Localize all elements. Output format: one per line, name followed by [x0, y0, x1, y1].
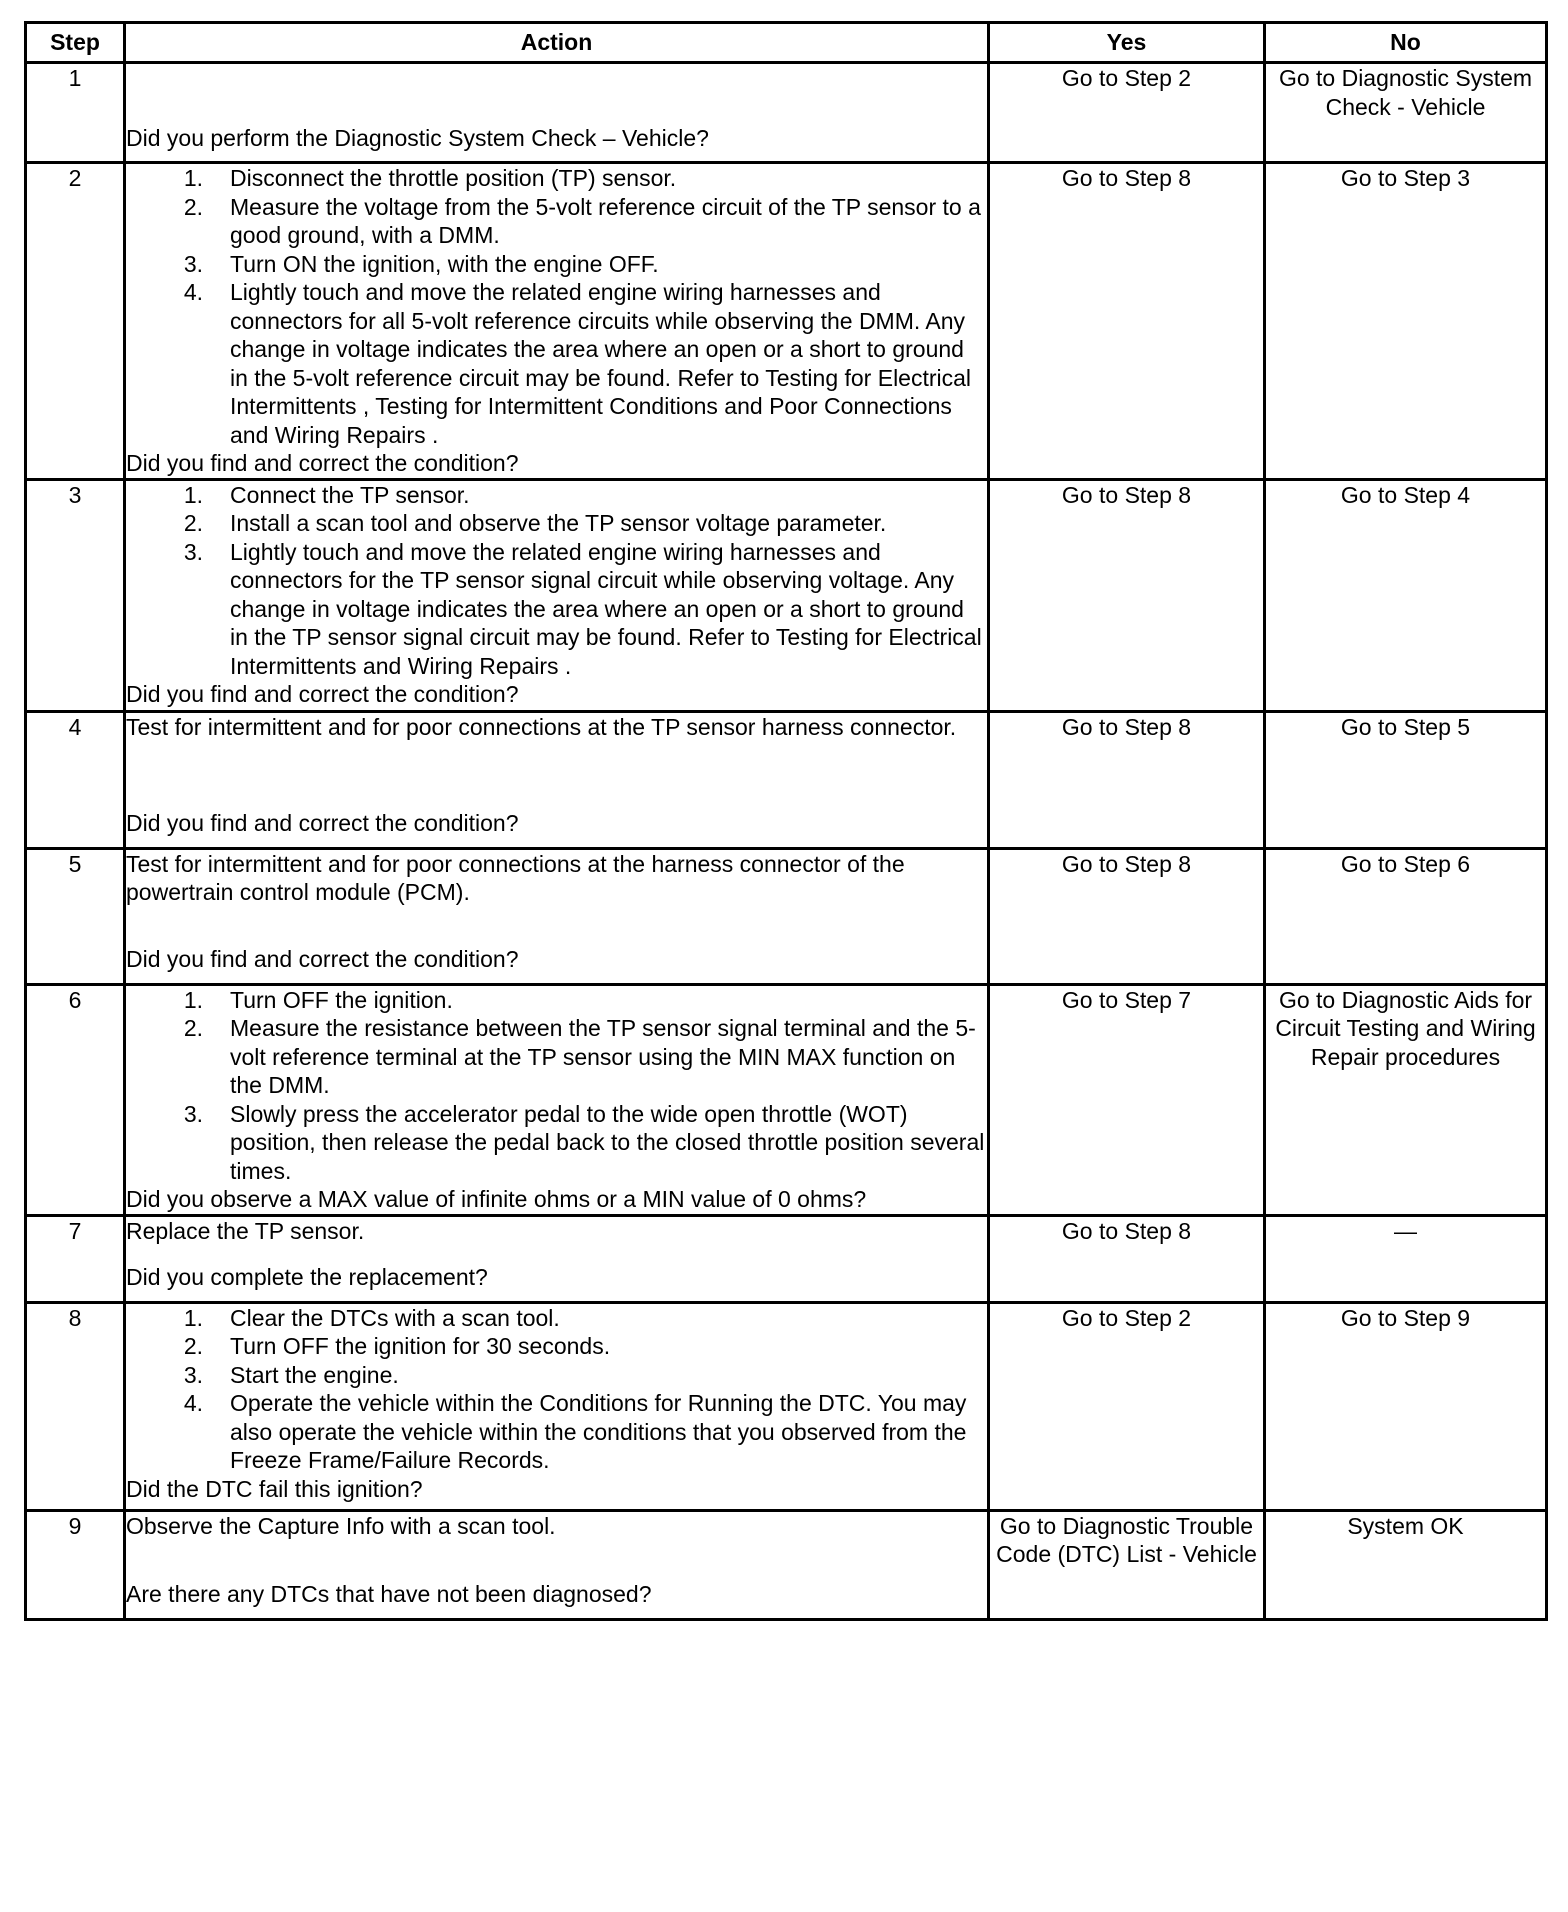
no-result: Go to Step 4 — [1265, 479, 1547, 711]
action-instruction: Test for intermittent and for poor connections at the harness connector of the powertrain control module (PCM). — [126, 850, 905, 905]
table-row — [26, 848, 1547, 984]
step-number: 8 — [26, 1302, 125, 1510]
procedure-list — [126, 1304, 987, 1475]
action-cell — [125, 711, 989, 848]
list-item — [126, 1361, 987, 1390]
list-item-number: 2. — [183, 510, 203, 536]
list-item — [126, 193, 987, 250]
header-step: Step — [26, 23, 125, 63]
action-question: Did you perform the Diagnostic System Check – Vehicle? — [126, 124, 709, 151]
list-item-number: 3. — [183, 250, 203, 277]
action-question: Are there any DTCs that have not been diagnosed? — [126, 1581, 652, 1607]
action-cell — [125, 1510, 989, 1619]
table-body — [26, 63, 1547, 1620]
list-item-text: Turn ON the ignition, with the engine OFF. — [230, 250, 659, 277]
table-row — [26, 1302, 1547, 1510]
list-item-text: Slowly press the accelerator pedal to the wide open throttle (WOT) position, then release the pedal back to the closed throttle position several times. — [230, 1100, 985, 1184]
action-instruction: Observe the Capture Info with a scan tool. — [126, 1512, 556, 1539]
list-item — [126, 986, 987, 1015]
header-yes: Yes — [989, 23, 1265, 63]
action-question: Did you find and correct the condition? — [126, 450, 519, 476]
action-question: Did you find and correct the condition? — [126, 946, 519, 972]
step-number: 6 — [26, 984, 125, 1215]
list-item-text: Disconnect the throttle position (TP) sensor. — [230, 165, 677, 191]
table-row — [26, 1510, 1547, 1619]
list-item — [126, 481, 987, 510]
table-row — [26, 63, 1547, 163]
yes-result: Go to Step 8 — [989, 711, 1265, 848]
step-number: 4 — [26, 711, 125, 848]
list-item-text: Start the engine. — [230, 1361, 399, 1388]
list-item-text: Lightly touch and move the related engine wiring harnesses and connectors for the TP sensor signal circuit while observing voltage. Any change in voltage indicates the area where an open or a short to ground in the TP sensor signal circuit may be found. Refer to Testing for Electrical Intermittents and Wiring Repairs . — [230, 538, 982, 679]
list-item — [126, 250, 987, 279]
yes-result: Go to Step 2 — [989, 1302, 1265, 1510]
yes-result: Go to Step 8 — [989, 479, 1265, 711]
list-item-number: 1. — [183, 165, 203, 191]
list-item-text: Install a scan tool and observe the TP sensor voltage parameter. — [230, 510, 887, 536]
action-cell — [125, 1215, 989, 1302]
list-item-number: 3. — [183, 538, 203, 565]
list-item-text: Operate the vehicle within the Conditions for Running the DTC. You may also operate the vehicle within the conditions that you observed from the Freeze Frame/Failure Records. — [230, 1390, 967, 1473]
step-number: 1 — [26, 63, 125, 163]
yes-result: Go to Step 2 — [989, 63, 1265, 163]
step-number: 5 — [26, 848, 125, 984]
list-item — [126, 1014, 987, 1100]
table-header-row — [26, 23, 1547, 63]
yes-result: Go to Step 8 — [989, 1215, 1265, 1302]
action-question: Did you complete the replacement? — [126, 1264, 488, 1290]
list-item-number: 4. — [183, 279, 203, 305]
list-item-text: Lightly touch and move the related engine wiring harnesses and connectors for all 5-volt reference circuits while observing the DMM. Any change in voltage indicates the area where an open or a short to ground in the 5-volt reference circuit may be found. Refer to Testing for Electrical Intermittents , Testing for Intermittent Conditions and Poor Connections and Wiring Repairs . — [230, 279, 972, 448]
list-item — [126, 164, 987, 193]
yes-result: Go to Step 8 — [989, 848, 1265, 984]
yes-result: Go to Diagnostic Trouble Code (DTC) List - Vehicle — [989, 1510, 1265, 1619]
action-cell — [125, 63, 989, 163]
list-item-number: 3. — [183, 1361, 203, 1388]
list-item-text: Turn OFF the ignition for 30 seconds. — [230, 1333, 611, 1359]
action-cell — [125, 848, 989, 984]
list-item — [126, 1304, 987, 1333]
table-row — [26, 479, 1547, 711]
list-item-number: 1. — [183, 481, 203, 508]
no-result: System OK — [1265, 1510, 1547, 1619]
table-row — [26, 711, 1547, 848]
no-result: Go to Step 6 — [1265, 848, 1547, 984]
list-item-number: 2. — [183, 1333, 203, 1359]
action-instruction: Replace the TP sensor. — [126, 1217, 365, 1244]
action-question: Did you observe a MAX value of infinite ohms or a MIN value of 0 ohms? — [126, 1186, 867, 1212]
no-result: Go to Step 3 — [1265, 163, 1547, 480]
no-result: Go to Diagnostic Aids for Circuit Testing and Wiring Repair procedures — [1265, 984, 1547, 1215]
diagnostic-table — [24, 21, 1548, 1621]
procedure-list — [126, 986, 987, 1186]
no-result: — — [1265, 1215, 1547, 1302]
step-number: 9 — [26, 1510, 125, 1619]
action-question: Did you find and correct the condition? — [126, 810, 519, 836]
list-item — [126, 1389, 987, 1475]
list-item — [126, 509, 987, 538]
list-item-number: 1. — [183, 986, 203, 1013]
action-cell — [125, 479, 989, 711]
header-no: No — [1265, 23, 1547, 63]
procedure-list — [126, 164, 987, 449]
list-item-text: Clear the DTCs with a scan tool. — [230, 1304, 560, 1331]
list-item-number: 4. — [183, 1390, 203, 1416]
list-item-number: 2. — [183, 193, 203, 220]
no-result: Go to Diagnostic System Check - Vehicle — [1265, 63, 1547, 163]
action-instruction: Test for intermittent and for poor connections at the TP sensor harness connector. — [126, 713, 957, 740]
list-item-text: Measure the resistance between the TP sensor signal terminal and the 5-volt reference terminal at the TP sensor using the MIN MAX function on the DMM. — [230, 1015, 976, 1098]
action-question: Did the DTC fail this ignition? — [126, 1475, 423, 1502]
list-item-number: 3. — [183, 1100, 203, 1127]
list-item — [126, 538, 987, 681]
action-cell — [125, 1302, 989, 1510]
list-item-text: Connect the TP sensor. — [230, 481, 470, 508]
list-item-number: 1. — [183, 1304, 203, 1331]
list-item — [126, 1332, 987, 1361]
table-row — [26, 1215, 1547, 1302]
list-item-text: Measure the voltage from the 5-volt reference circuit of the TP sensor to a good ground, with a DMM. — [230, 193, 981, 248]
no-result: Go to Step 5 — [1265, 711, 1547, 848]
step-number: 2 — [26, 163, 125, 480]
list-item-text: Turn OFF the ignition. — [230, 986, 453, 1013]
yes-result: Go to Step 7 — [989, 984, 1265, 1215]
step-number: 3 — [26, 479, 125, 711]
list-item — [126, 1100, 987, 1186]
action-cell — [125, 984, 989, 1215]
action-question: Did you find and correct the condition? — [126, 681, 519, 707]
header-action: Action — [125, 23, 989, 63]
table-row — [26, 984, 1547, 1215]
action-cell — [125, 163, 989, 480]
no-result: Go to Step 9 — [1265, 1302, 1547, 1510]
table-row — [26, 163, 1547, 480]
list-item-number: 2. — [183, 1015, 203, 1041]
yes-result: Go to Step 8 — [989, 163, 1265, 480]
list-item — [126, 278, 987, 449]
procedure-list — [126, 481, 987, 681]
step-number: 7 — [26, 1215, 125, 1302]
